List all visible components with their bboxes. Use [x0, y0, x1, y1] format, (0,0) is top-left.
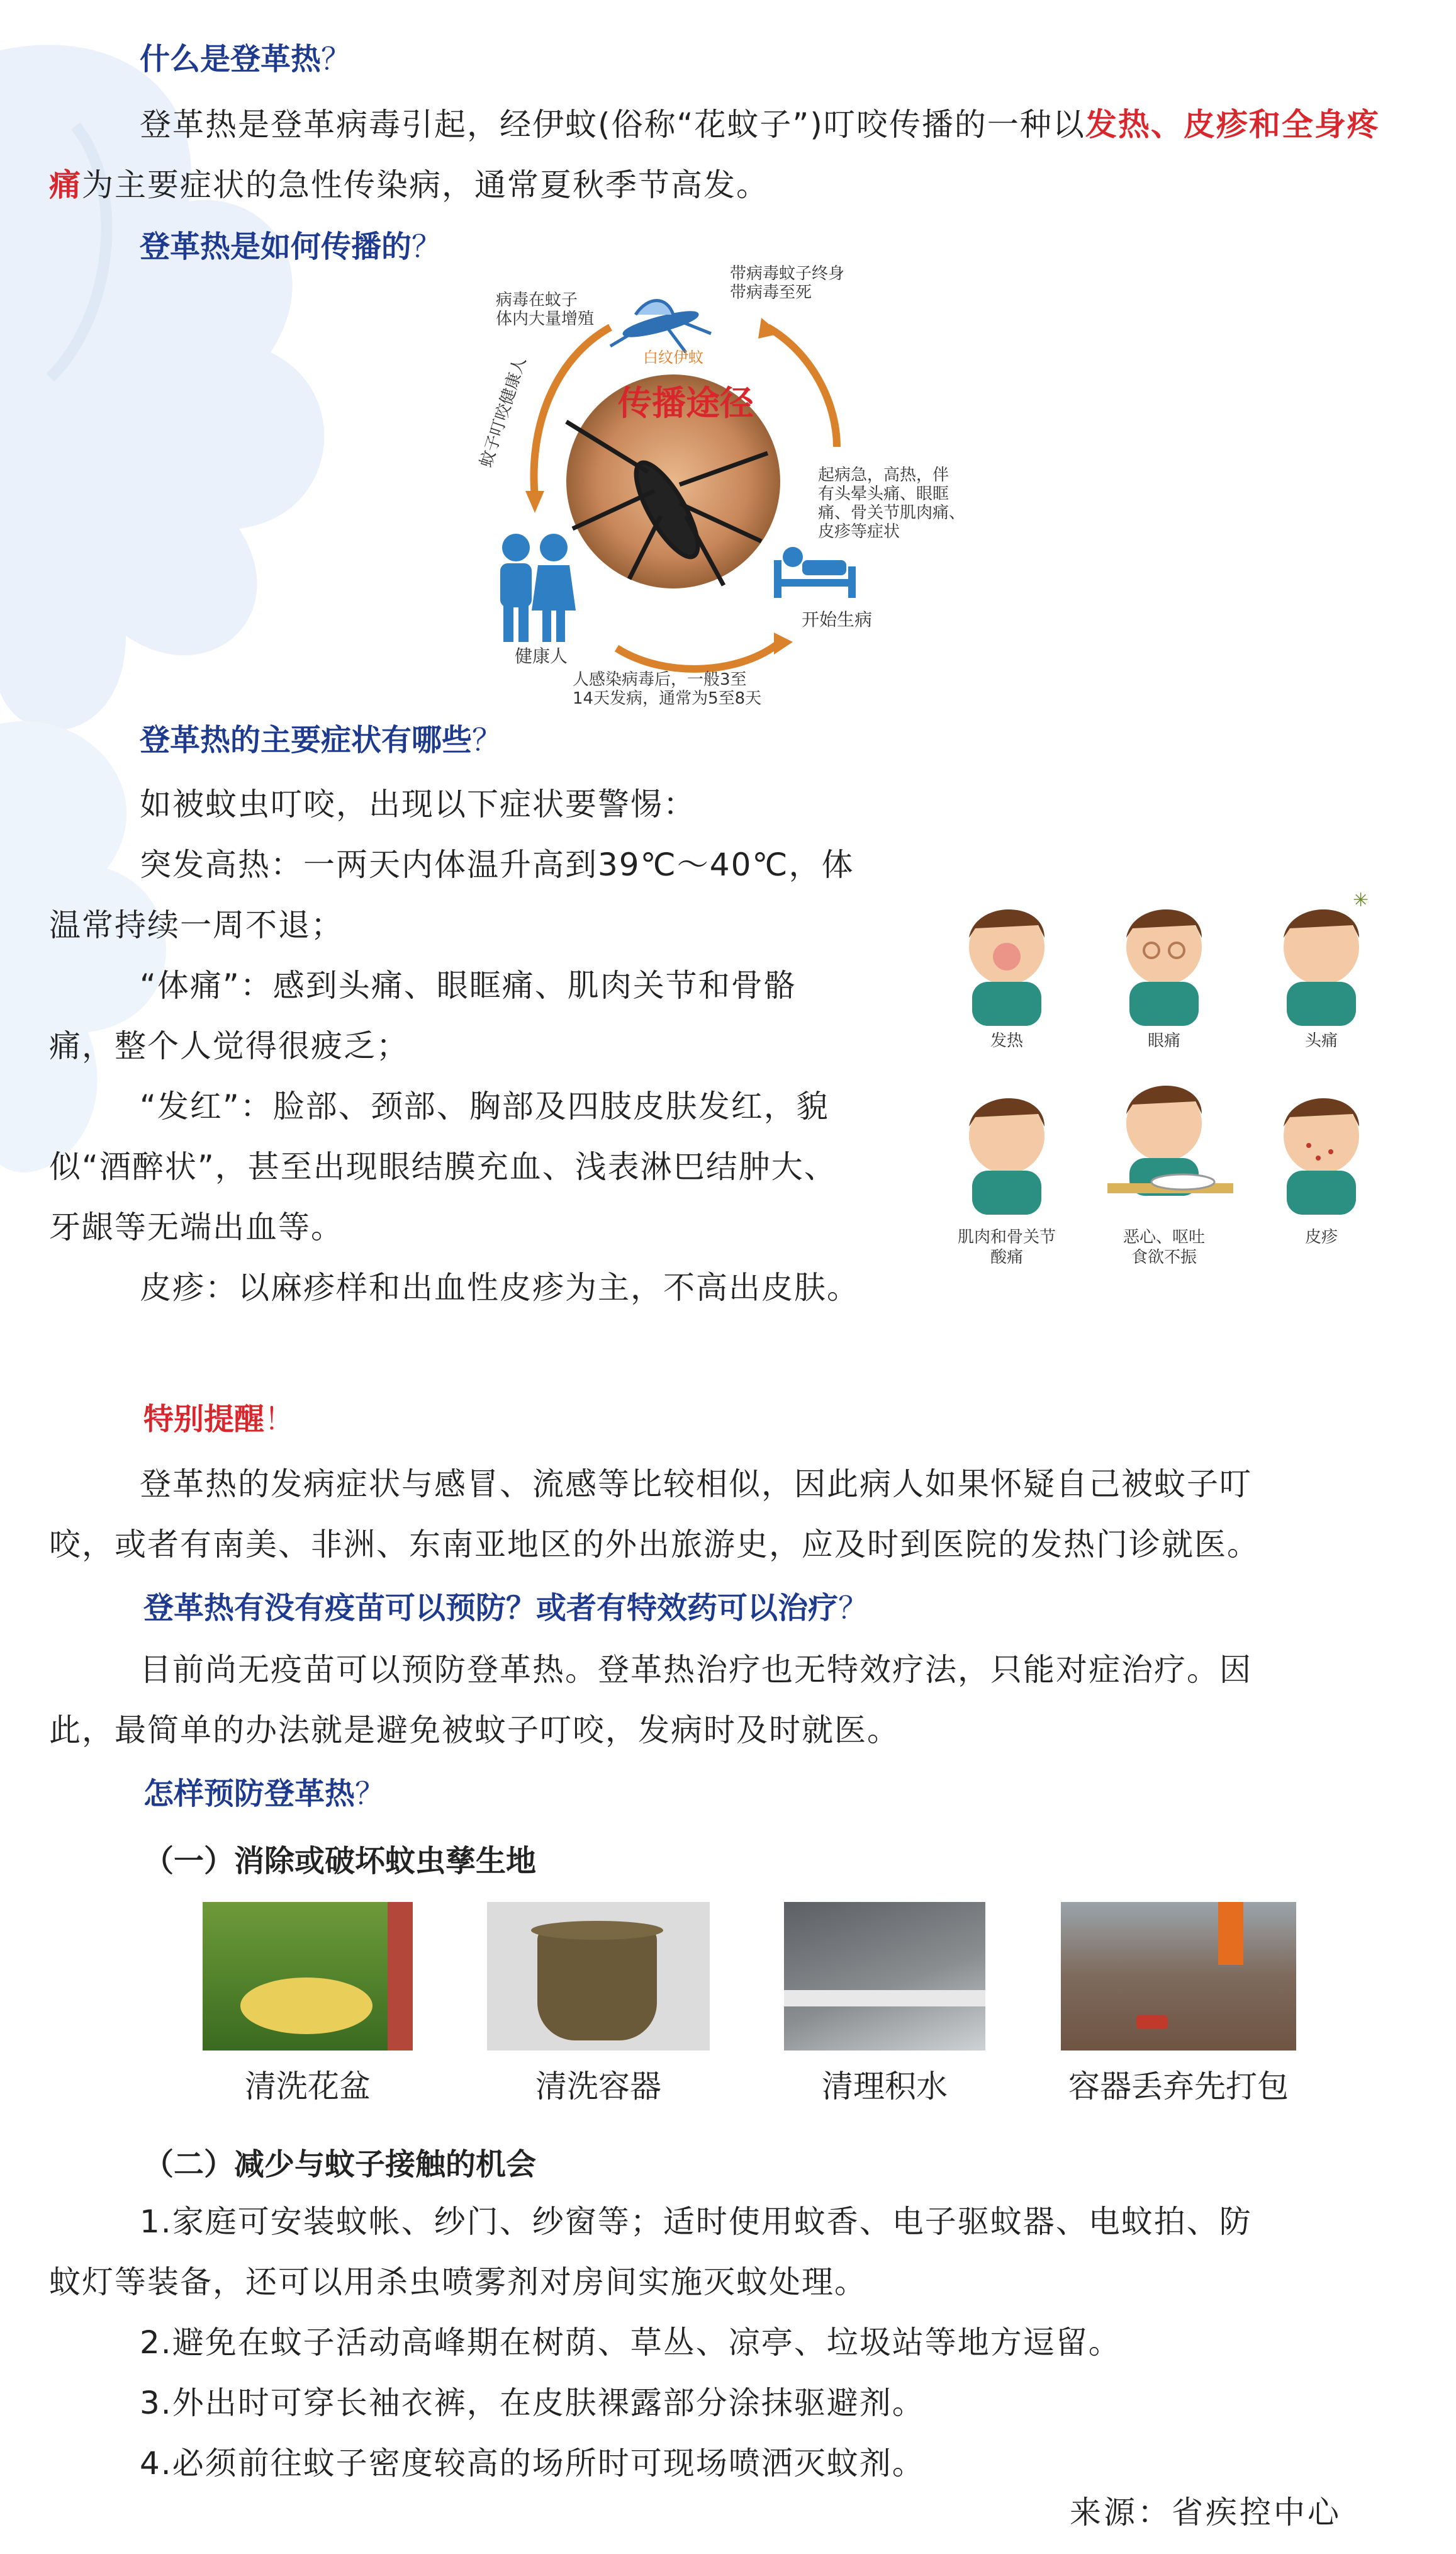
note-line: 带病毒至死 [730, 283, 812, 302]
note-line: 皮疹等症状 [818, 522, 900, 541]
diagram-right-note [818, 466, 994, 541]
section-heading-vaccine [143, 1589, 868, 1627]
boy-nausea-illustration [1107, 1086, 1233, 1196]
boy-eye-pain-illustration [1126, 909, 1202, 1026]
symptom-pain-line: “体痛”：感到头痛、眼眶痛、肌肉关节和骨骼 [140, 967, 797, 1004]
diagram-center-title: 传播途径 [618, 383, 754, 423]
diagram-healthy-label: 健康人 [514, 646, 568, 667]
diagram-left-arc-label: 蚊子叮咬健康人 [476, 354, 530, 470]
prevention-item: 4.必须前往蚊子密度较高的场所时可现场喷洒灭蚊剂。 [140, 2445, 925, 2482]
boy-headache-illustration [1284, 889, 1369, 1026]
symptom-label-headache: 头痛 [1304, 1032, 1338, 1050]
photo-flowerpot [203, 1902, 413, 2051]
label-line: 酸痛 [990, 1248, 1023, 1267]
note-line: 体内大量增殖 [496, 310, 595, 329]
para-text: 为主要症状的急性传染病，通常夏秋季节高发。 [82, 167, 769, 203]
reminder-paragraph [49, 1454, 1433, 1575]
heading-text: 怎样预防登革热 [143, 1776, 356, 1811]
source-credit: 来源：省疾控中心 [1070, 2494, 1341, 2531]
symptom-illustrations [938, 881, 1403, 1284]
symptom-label-fever: 发热 [990, 1032, 1023, 1050]
prevention-subheading-breeding-sites: （一）消除或破坏蚊虫孳生地 [143, 1843, 537, 1879]
symptom-intro: 如被蚊虫叮咬，出现以下症状要警惕： [140, 786, 696, 823]
heading-mark: ？ [321, 42, 352, 77]
symptom-label-eye-pain: 眼痛 [1147, 1032, 1180, 1050]
note-line: 有头晕头痛、眼眶 [818, 485, 949, 503]
prevention-list [49, 2191, 1433, 2494]
heading-text: 登革热的主要症状有哪些 [140, 723, 473, 758]
prevention-item: 蚊灯等装备，还可以用杀虫喷雾剂对房间实施灭蚊处理。 [49, 2264, 867, 2300]
symptom-pain-line: 痛，整个人觉得很疲乏； [49, 1028, 409, 1064]
para-highlight: 疹和全身疼痛 [49, 106, 1380, 203]
symptom-redness-line: 似“酒醉状”，甚至出现眼结膜充血、浅表淋巴结肿大、 [49, 1149, 837, 1185]
boy-muscle-pain-illustration [969, 1098, 1044, 1215]
section-heading-prevention [143, 1775, 385, 1813]
heading-text: 登革热有没有疫苗可以预防？或者有特效药可以治疗 [143, 1590, 839, 1626]
sick-person-bed-icon [774, 547, 856, 598]
diagram-sick-label: 开始生病 [801, 609, 872, 630]
photo-container [487, 1902, 710, 2051]
svg-text:✳: ✳ [1353, 889, 1369, 911]
boy-rash-illustration [1284, 1098, 1359, 1215]
note-line: 带病毒蚊子终身 [730, 264, 845, 283]
note-line: 起病急，高热，伴 [818, 466, 949, 485]
arrow-bottom [617, 642, 780, 669]
photo-gutter [784, 1902, 985, 2051]
diagram-mosquito-tag: 白纹伊蚊 [643, 349, 703, 366]
label-line: 食欲不振 [1131, 1248, 1197, 1267]
diagram-top-left-note [496, 291, 622, 329]
note-line: 痛、骨关节肌肉痛、 [818, 503, 966, 522]
vaccine-paragraph [49, 1640, 1433, 1760]
para-line: 咬，或者有南美、非洲、东南亚地区的外出旅游史，应及时到医院的发热门诊就医。 [49, 1526, 1260, 1563]
prevention-subheading-reduce-contact: （二）减少与蚊子接触的机会 [143, 2147, 537, 2182]
transmission-diagram [478, 264, 994, 717]
symptom-redness-line: “发红”：脸部、颈部、胸部及四肢皮肤发红，貌 [140, 1088, 829, 1125]
photo-street-cleaning [1061, 1902, 1296, 2051]
label-line: 肌肉和骨关节 [957, 1228, 1056, 1247]
section-heading-what-is [140, 40, 351, 78]
heading-mark: ？ [412, 229, 442, 264]
photo-caption-flowerpot: 清洗花盆 [245, 2068, 371, 2105]
note-line: 人感染病毒后，一般3至 [573, 670, 747, 689]
symptom-rash-line: 皮疹：以麻疹样和出血性皮疹为主，不高出皮肤。 [140, 1269, 860, 1306]
heading-text: 登革热是如何传播的 [140, 229, 412, 264]
label-line: 恶心、呕吐 [1123, 1228, 1205, 1247]
section1-paragraph [49, 94, 1408, 215]
prevention-item: 2.避免在蚊子活动高峰期在树荫、草丛、凉亭、垃圾站等地方逗留。 [140, 2324, 1121, 2361]
para-text: 登革热是登革病毒引起，经伊蚊(俗称“花蚊子”)叮咬传播的一种以 [140, 106, 1085, 143]
photo-caption-container: 清洗容器 [535, 2068, 661, 2105]
heading-mark: ？ [355, 1776, 386, 1811]
note-line: 病毒在蚊子 [496, 291, 578, 310]
para-highlight: 发热、皮 [1085, 106, 1216, 143]
symptom-label-rash: 皮疹 [1304, 1228, 1338, 1247]
note-line: 14天发病，通常为5至8天 [573, 689, 762, 708]
section-heading-special-reminder [143, 1400, 294, 1438]
heading-text: 特别提醒 [143, 1402, 265, 1437]
diagram-bottom-note [573, 670, 787, 708]
section-heading-symptoms [140, 721, 502, 759]
symptom-fever-line: 突发高热：一两天内体温升高到39℃～40℃，体 [140, 847, 854, 883]
symptom-label-muscle-pain [944, 1227, 1070, 1268]
boy-fever-illustration [969, 909, 1044, 1026]
healthy-people-icon [500, 534, 576, 642]
photo-caption-bagging: 容器丢弃先打包 [1068, 2068, 1289, 2105]
heading-text: 什么是登革热 [140, 42, 322, 77]
prevention-item: 3.外出时可穿长袖衣裤，在皮肤裸露部分涂抹驱避剂。 [140, 2385, 925, 2421]
prevention-item: 1.家庭可安装蚊帐、纱门、纱窗等；适时使用蚊香、电子驱蚊器、电蚊拍、防 [140, 2203, 1252, 2240]
photo-caption-water: 清理积水 [822, 2068, 948, 2105]
heading-mark: ？ [838, 1590, 869, 1626]
heading-mark: ！ [264, 1402, 295, 1437]
heading-mark: ？ [472, 723, 503, 758]
para-line: 目前尚无疫苗可以预防登革热。登革热治疗也无特效疗法，只能对症治疗。因 [140, 1651, 1252, 1688]
symptom-fever-line: 温常持续一周不退； [49, 907, 344, 943]
symptom-redness-line: 牙龈等无端出血等。 [49, 1209, 344, 1246]
symptoms-text-block [49, 774, 943, 1318]
section-heading-transmission [140, 228, 442, 266]
symptom-label-nausea [1101, 1227, 1227, 1268]
para-line: 登革热的发病症状与感冒、流感等比较相似，因此病人如果怀疑自己被蚊子叮 [140, 1466, 1252, 1502]
boy-illustrations [938, 881, 1403, 1284]
para-line: 此，最简单的办法就是避免被蚊子叮咬，发病时及时就医。 [49, 1712, 900, 1748]
diagram-top-right-note [730, 264, 881, 302]
